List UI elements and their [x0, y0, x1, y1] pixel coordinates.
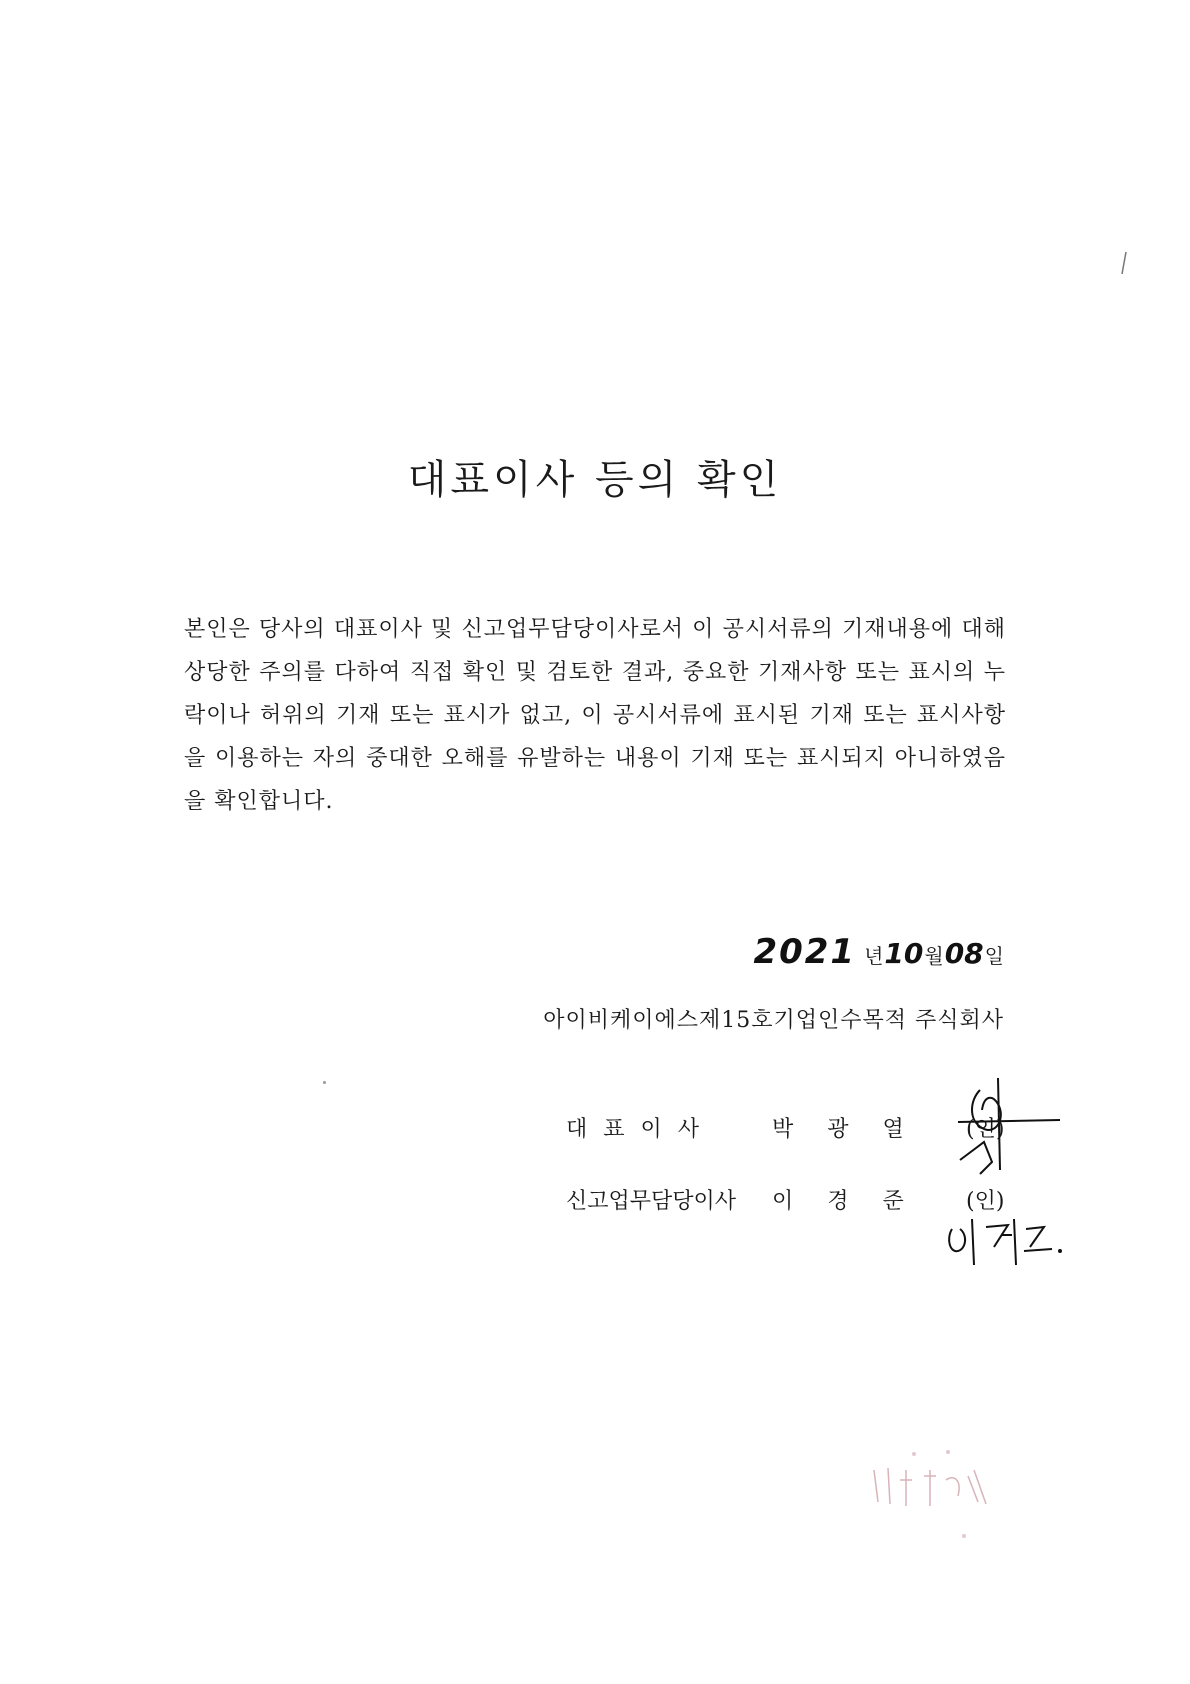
signatory-role: 대표이사	[566, 1117, 716, 1142]
seal-mark: (인)	[966, 1189, 1005, 1214]
signatory-row-officer	[566, 1184, 1026, 1218]
date-day: 08	[944, 937, 984, 970]
date-year-unit: 년	[864, 944, 884, 968]
signatory-role: 신고업무담당이사	[566, 1189, 737, 1214]
scan-speck	[1118, 250, 1130, 280]
date-day-unit: 일	[984, 944, 1004, 968]
date-month-unit: 월	[924, 944, 944, 968]
company-name: 아이비케이에스제15호기업인수목적 주식회사	[543, 1008, 1004, 1033]
date-year: 2021	[753, 932, 857, 972]
signatory-name: 박광열	[772, 1117, 938, 1142]
document-title: 대표이사 등의 확인	[407, 457, 783, 503]
confirmation-statement: 본인은 당사의 대표이사 및 신고업무담당이사로서 이 공시서류의 기재내용에 대해 상당한 주의를 다하여 직접 확인 및 검토한 결과, 중요한 기재사항 또는 표시의 누락이나 허위의 기재 또는 표시가 없고, 이 공시서류에 표시된 기재 또는 표시사항을 이용하는 자의 중대한 오해를 유발하는 내용이 기재 또는 표시되지 아니하였음을 확인합니다.	[184, 617, 1007, 814]
seal-mark: (인)	[966, 1117, 1005, 1142]
date-line	[753, 932, 1004, 972]
signatory-name: 이경준	[772, 1189, 938, 1214]
signatory-row-ceo	[566, 1112, 1026, 1146]
date-month: 10	[884, 937, 924, 970]
scan-dot	[323, 1081, 326, 1084]
officer-signature	[942, 1205, 1092, 1295]
company-stamp	[854, 1440, 1004, 1550]
